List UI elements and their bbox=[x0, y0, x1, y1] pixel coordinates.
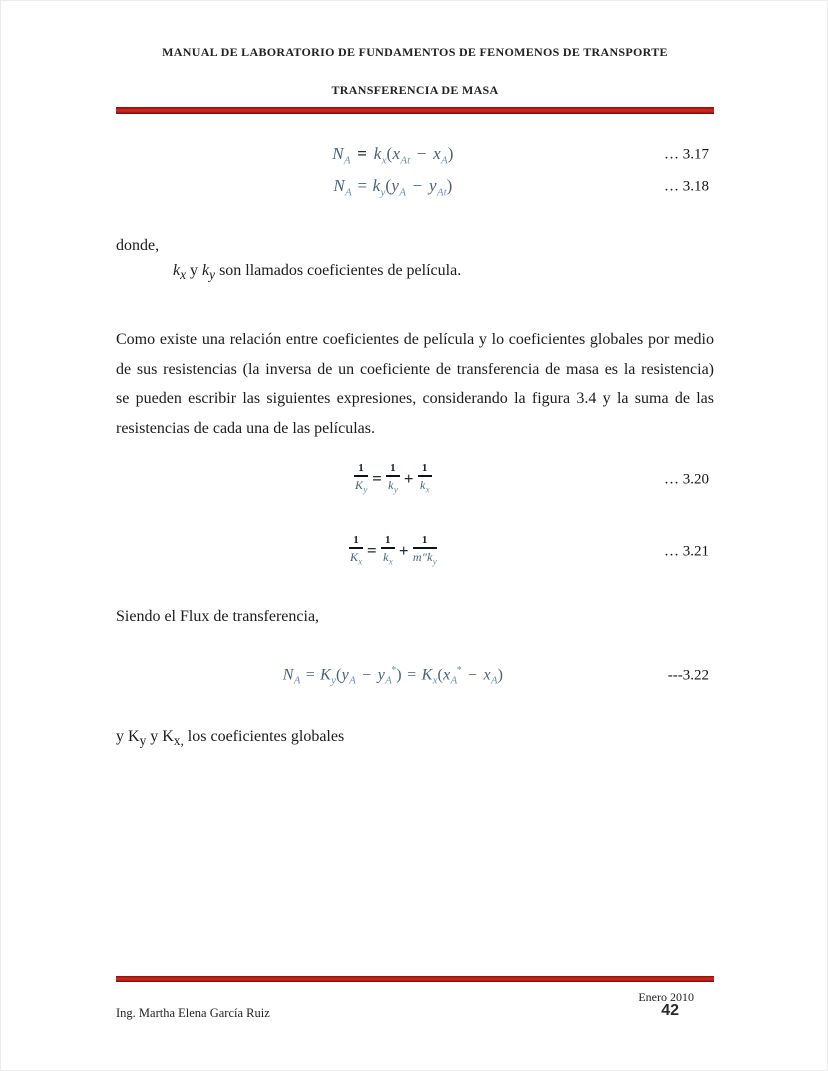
siendo-line: Siendo el Flux de transferencia, bbox=[116, 608, 320, 625]
equation-3-18 bbox=[333, 176, 452, 198]
page-number: 42 bbox=[661, 1002, 679, 1019]
math-token: $k_x$ bbox=[419, 478, 430, 495]
equation-number-3-17: … 3.17 bbox=[664, 146, 709, 163]
math-token: A bbox=[343, 154, 351, 167]
equation-row-3-18 bbox=[116, 173, 714, 201]
fraction bbox=[413, 535, 437, 568]
paragraph-line: Como existe una relación entre coeficientes de película y lo coeficientes globales por medio bbox=[116, 331, 714, 348]
math-token: 1 bbox=[354, 463, 368, 477]
math-token: = bbox=[406, 666, 418, 684]
equation-row-3-20 bbox=[116, 459, 714, 501]
math-token: y bbox=[380, 186, 386, 199]
math-token: x bbox=[180, 267, 187, 283]
math-token: $k_x$ bbox=[383, 550, 393, 567]
footer-rule bbox=[116, 976, 714, 982]
math-token: y bbox=[139, 733, 147, 749]
math-token: ( bbox=[386, 143, 393, 163]
math-token: $m''k_y$ bbox=[412, 550, 437, 567]
fraction bbox=[386, 463, 400, 496]
math-token: ) bbox=[497, 666, 504, 684]
equation-number-3-18: … 3.18 bbox=[664, 178, 709, 195]
equation-row-3-22 bbox=[116, 661, 714, 691]
equation-3-17 bbox=[332, 144, 453, 166]
header-rule bbox=[116, 107, 714, 114]
equation-number-3-21: … 3.21 bbox=[664, 543, 709, 560]
math-token: At bbox=[400, 154, 411, 167]
math-token: = bbox=[357, 143, 368, 163]
equation-3-22 bbox=[283, 665, 504, 687]
fraction bbox=[418, 463, 432, 496]
fraction bbox=[354, 463, 368, 496]
text-run: y K bbox=[116, 728, 140, 745]
math-token: y bbox=[429, 175, 437, 195]
equation-3-21 bbox=[347, 535, 439, 568]
math-token: x bbox=[443, 666, 451, 684]
math-token: A bbox=[345, 186, 352, 199]
math-token: N bbox=[282, 666, 294, 684]
math-token: x bbox=[433, 143, 442, 163]
math-token: − bbox=[467, 666, 478, 684]
math-token: y bbox=[331, 674, 337, 687]
math-token: K bbox=[320, 666, 332, 684]
math-token: − bbox=[362, 666, 372, 684]
math-token: k bbox=[372, 175, 381, 195]
math-token: ( bbox=[437, 666, 444, 684]
global-coefficients-line bbox=[116, 728, 714, 749]
equation-number-3-20: … 3.20 bbox=[664, 471, 709, 488]
math-token: 1 bbox=[386, 463, 400, 477]
fraction bbox=[349, 535, 363, 568]
math-token: A bbox=[385, 674, 392, 687]
math-token: A bbox=[490, 674, 498, 687]
math-token: 1 bbox=[349, 535, 363, 549]
math-token: $k_y$ bbox=[388, 478, 398, 495]
equation-number-3-22: ---3.22 bbox=[667, 667, 709, 684]
fraction bbox=[381, 535, 395, 568]
math-token: ( bbox=[336, 666, 342, 684]
math-token: $K_y$ bbox=[355, 478, 368, 495]
paragraph-line: se pueden escribir las siguientes expresiones, considerando la figura 3.4 y la suma de las bbox=[116, 390, 714, 407]
equation-3-20 bbox=[352, 463, 433, 496]
math-token: 1 bbox=[381, 535, 395, 549]
math-token: A bbox=[450, 674, 458, 687]
math-token: k bbox=[373, 143, 382, 163]
math-token: x bbox=[432, 674, 438, 687]
text-run: son llamados coeficientes de película. bbox=[215, 262, 462, 279]
equation-row-3-21 bbox=[116, 531, 714, 573]
math-token: = bbox=[304, 666, 316, 684]
math-token: A bbox=[399, 186, 406, 199]
math-token: ) bbox=[447, 143, 454, 163]
math-token: k bbox=[173, 262, 181, 279]
math-token: ) bbox=[396, 666, 402, 684]
document-header-title: MANUAL DE LABORATORIO DE FUNDAMENTOS DE FENOMENOS DE TRANSPORTE bbox=[162, 45, 668, 59]
math-token: N bbox=[332, 143, 344, 163]
math-token: − bbox=[416, 143, 427, 163]
text-run: los coeficientes globales bbox=[183, 728, 345, 745]
math-token: = bbox=[372, 468, 383, 488]
math-token: * bbox=[390, 665, 397, 677]
math-token: − bbox=[412, 175, 423, 195]
math-token: 1 bbox=[413, 535, 437, 549]
math-token: A bbox=[349, 674, 356, 687]
math-token: y bbox=[377, 666, 386, 684]
math-token: = bbox=[367, 540, 378, 560]
equation-row-3-17 bbox=[116, 141, 714, 169]
math-token: x bbox=[483, 666, 491, 684]
math-token: y bbox=[341, 666, 350, 684]
math-token: y bbox=[209, 267, 216, 283]
text-run: y K bbox=[146, 728, 174, 745]
math-token: ) bbox=[446, 175, 453, 195]
math-token: * bbox=[456, 665, 462, 677]
document-header-subtitle: TRANSFERENCIA DE MASA bbox=[331, 83, 499, 97]
text-run: y bbox=[186, 262, 203, 279]
math-token: A bbox=[441, 154, 448, 167]
math-token: x bbox=[392, 143, 401, 163]
donde-label: donde, bbox=[116, 237, 160, 254]
footer-date: Enero 2010 bbox=[638, 990, 694, 1004]
paragraph-line: resistencias de cada una de las películas. bbox=[116, 419, 375, 437]
math-token: y bbox=[391, 175, 400, 195]
math-token: x bbox=[381, 154, 387, 167]
math-token: K bbox=[421, 666, 433, 684]
math-token: $K_x$ bbox=[349, 550, 363, 567]
math-token: ( bbox=[385, 175, 392, 195]
math-token: At bbox=[436, 186, 447, 199]
math-token: = bbox=[356, 175, 369, 195]
math-token: + bbox=[403, 468, 414, 488]
math-token: N bbox=[333, 175, 346, 195]
math-token: x, bbox=[173, 733, 184, 749]
math-token: + bbox=[398, 540, 409, 560]
footer-author: Ing. Martha Elena García Ruiz bbox=[116, 1006, 270, 1020]
main-paragraph bbox=[116, 325, 714, 443]
math-token: 1 bbox=[418, 463, 432, 477]
math-token: A bbox=[293, 674, 301, 687]
math-token: k bbox=[202, 262, 210, 279]
paragraph-line: de sus resistencias (la inversa de un coeficiente de transferencia de masa es la resistencia) bbox=[116, 360, 714, 378]
film-coefficients-line bbox=[173, 262, 714, 283]
